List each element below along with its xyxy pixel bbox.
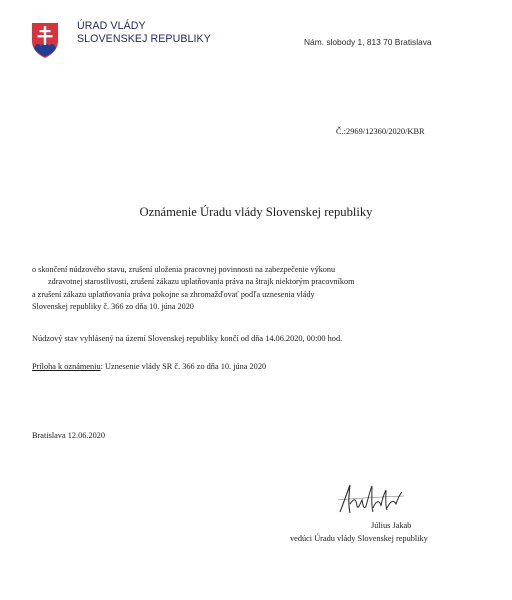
subject-line: a zrušení zákazu uplatňovania práva pokojne sa zhromažďovať podľa uznesenia vlády: [32, 289, 315, 299]
office-name: [77, 20, 211, 46]
attachment-line: [32, 362, 266, 371]
handwritten-signature-icon: [336, 482, 408, 518]
subject-line: o skončení núdzového stavu, zrušení uloženia pracovnej povinnosti na zabezpečenie výkonu: [32, 265, 336, 274]
attachment-text: : Uznesenie vlády SR č. 366 zo dňa 10. júna 2020: [100, 362, 267, 371]
signer-name: Július Jakab: [371, 521, 412, 530]
subject-line: zdravotnej starostlivosti, zrušení zákazu uplatňovania práva na štrajk niektorým pracovníkom: [48, 277, 355, 287]
office-name-line2: SLOVENSKEJ REPUBLIKY: [77, 33, 211, 45]
subject-line: Slovenskej republiky č. 366 zo dňa 10. júna 2020: [32, 301, 194, 311]
end-of-emergency-statement: Núdzový stav vyhlásený na území Slovenskej republiky končí od dňa 14.06.2020, 00:00 hod.: [32, 334, 343, 343]
office-name-line1: ÚRAD VLÁDY: [77, 20, 146, 32]
place-and-date: Bratislava 12.06.2020: [32, 431, 106, 440]
attachment-label: Príloha k oznámeniu: [32, 362, 101, 371]
signer-title: vedúci Úradu vlády Slovenskej republiky: [290, 534, 428, 543]
reference-number: Č.:2969/12360/2020/KBR: [336, 127, 425, 136]
subject-paragraph: [32, 264, 470, 313]
office-address: Nám. slobody 1, 813 70 Bratislava: [304, 37, 432, 47]
coat-of-arms-icon: [30, 21, 60, 59]
document-title: Oznámenie Úradu vlády Slovenskej republiky: [139, 205, 373, 219]
